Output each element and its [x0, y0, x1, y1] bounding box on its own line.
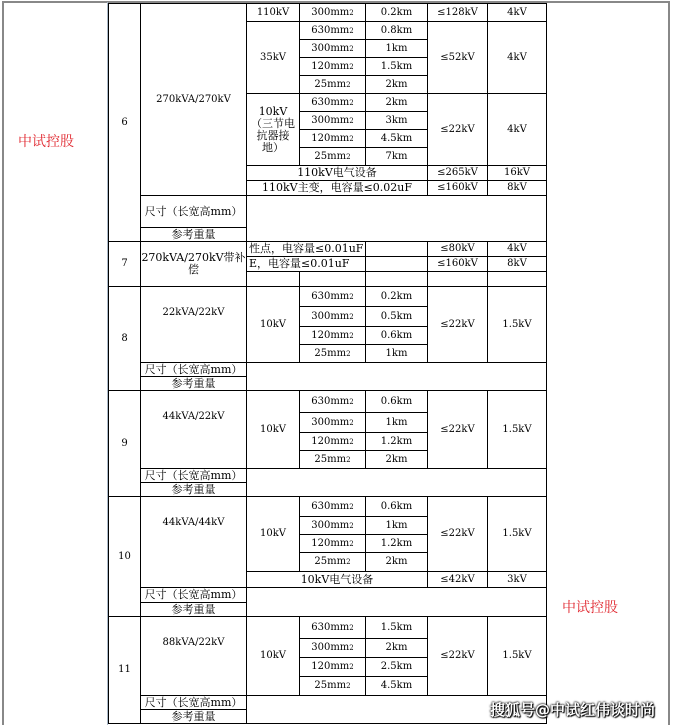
blank-cell	[246, 271, 300, 287]
size-weight-value	[246, 362, 547, 391]
size-label: 尺寸（长宽高mm）	[140, 362, 247, 377]
length-cell: 4.5km	[365, 676, 428, 696]
blank-cell	[299, 271, 366, 287]
cross-section-cell: 300mm 2	[299, 638, 366, 658]
length-cell: 1.5km	[365, 57, 428, 76]
voltage-cell: 35kV	[246, 21, 300, 94]
length-cell: 7km	[365, 147, 428, 166]
test-voltage-cell: ≤160kV	[427, 256, 488, 272]
equipment-desc-cell: 110kV主变，电容量≤0.02uF	[246, 180, 428, 196]
cross-section-cell: 630mm 2	[299, 93, 366, 112]
blank-cell	[427, 271, 488, 287]
cross-section-cell: 25mm 2	[299, 147, 366, 166]
voltage-cell: 10kV	[246, 616, 300, 696]
length-cell: 0.2km	[365, 286, 428, 307]
length-cell: 0.8km	[365, 21, 428, 40]
length-cell: 1km	[365, 344, 428, 363]
length-cell: 1km	[365, 516, 428, 535]
model-cell: 270kVA/270kV带补 偿	[140, 241, 247, 287]
test-voltage-cell: ≤42kV	[427, 571, 488, 588]
watermark-left: 中试控股	[18, 134, 74, 150]
row-number: 8	[108, 286, 141, 391]
length-cell: 2km	[365, 450, 428, 469]
length-cell: 2km	[365, 75, 428, 94]
blank-cell	[365, 271, 428, 287]
cross-section-cell: 300mm 2	[299, 3, 366, 22]
equipment-desc-cell: E，电容量≤0.01uF	[246, 256, 366, 272]
output-voltage-cell: 4kV	[487, 241, 547, 257]
cross-section-cell: 120mm 2	[299, 432, 366, 451]
row-number: 10	[108, 496, 141, 617]
row-number: 11	[108, 616, 141, 724]
test-voltage-cell: ≤22kV	[427, 390, 488, 469]
output-voltage-cell: 1.5kV	[487, 496, 547, 572]
test-voltage-cell: ≤128kV	[427, 3, 488, 22]
cross-section-cell: 25mm 2	[299, 450, 366, 469]
output-voltage-cell: 1.5kV	[487, 616, 547, 696]
length-cell: 2km	[365, 638, 428, 658]
model-cell: 88kVA/22kV	[140, 616, 247, 696]
length-cell: 0.6km	[365, 390, 428, 413]
size-label: 尺寸（长宽高mm）	[140, 195, 247, 228]
test-voltage-cell: ≤22kV	[427, 286, 488, 363]
watermark-right: 中试控股	[562, 600, 618, 616]
size-weight-value	[246, 587, 547, 617]
length-cell: 1.2km	[365, 534, 428, 553]
cross-section-cell: 120mm 2	[299, 326, 366, 345]
test-voltage-cell: ≤22kV	[427, 496, 488, 572]
length-cell: 1km	[365, 39, 428, 58]
test-voltage-cell: ≤80kV	[427, 241, 488, 257]
length-cell: 2km	[365, 93, 428, 112]
size-label: 尺寸（长宽高mm）	[140, 695, 247, 710]
output-voltage-cell: 4kV	[487, 93, 547, 166]
voltage-cell: 10kV	[246, 286, 300, 363]
weight-label: 参考重量	[140, 227, 247, 242]
cross-section-cell: 300mm 2	[299, 516, 366, 535]
length-cell: 0.2km	[365, 3, 428, 22]
output-voltage-cell: 1.5kV	[487, 286, 547, 363]
cross-section-cell: 630mm 2	[299, 286, 366, 307]
equipment-desc-cell: 10kV电气设备	[246, 571, 428, 588]
test-voltage-cell: ≤160kV	[427, 180, 488, 196]
cross-section-cell: 25mm 2	[299, 344, 366, 363]
weight-label: 参考重量	[140, 376, 247, 391]
row-number: 6	[108, 3, 141, 242]
length-cell: 0.6km	[365, 326, 428, 345]
voltage-cell: 10kV	[246, 496, 300, 572]
cross-section-cell: 300mm 2	[299, 111, 366, 130]
output-voltage-cell: 4kV	[487, 3, 547, 22]
weight-label: 参考重量	[140, 482, 247, 497]
output-voltage-cell: 3kV	[487, 571, 547, 588]
size-label: 尺寸（长宽高mm）	[140, 468, 247, 483]
length-cell: 0.5km	[365, 306, 428, 327]
equipment-desc-cell: 110kV电气设备	[246, 165, 428, 181]
weight-label: 参考重量	[140, 602, 247, 617]
cross-section-cell: 630mm 2	[299, 496, 366, 517]
cross-section-cell: 120mm 2	[299, 129, 366, 148]
length-cell: 2.5km	[365, 657, 428, 677]
cross-section-cell: 630mm 2	[299, 21, 366, 40]
cross-section-cell: 120mm 2	[299, 57, 366, 76]
output-voltage-cell: 4kV	[487, 21, 547, 94]
cross-section-cell: 25mm 2	[299, 552, 366, 572]
output-voltage-cell: 8kV	[487, 256, 547, 272]
cross-section-cell: 25mm 2	[299, 75, 366, 94]
length-cell: 3km	[365, 111, 428, 130]
cross-section-cell: 630mm 2	[299, 390, 366, 413]
output-voltage-cell: 8kV	[487, 180, 547, 196]
size-weight-value	[246, 468, 547, 497]
model-cell: 270kVA/270kV	[140, 3, 247, 196]
voltage-cell: 10kV	[246, 390, 300, 469]
watermark-footer: 搜狐号@中试红伟谈时尚	[490, 701, 656, 719]
row-number: 9	[108, 390, 141, 497]
voltage-cell: 110kV	[246, 3, 300, 22]
cross-section-cell: 120mm 2	[299, 657, 366, 677]
test-voltage-cell: ≤22kV	[427, 93, 488, 166]
cross-section-cell: 300mm 2	[299, 306, 366, 327]
blank-cell	[365, 241, 428, 257]
cross-section-cell: 25mm 2	[299, 676, 366, 696]
model-cell: 44kVA/22kV	[140, 390, 247, 469]
equipment-desc-cell: 性点，电容量≤0.01uF	[246, 241, 366, 257]
output-voltage-cell: 1.5kV	[487, 390, 547, 469]
length-cell: 1.5km	[365, 616, 428, 639]
size-weight-value	[246, 195, 547, 242]
test-voltage-cell: ≤22kV	[427, 616, 488, 696]
model-cell: 44kVA/44kV	[140, 496, 247, 588]
voltage-cell: 10kV （三节电 抗器接 地）	[246, 93, 300, 166]
size-label: 尺寸（长宽高mm）	[140, 587, 247, 603]
cross-section-cell: 120mm 2	[299, 534, 366, 553]
blank-cell	[365, 256, 428, 272]
test-voltage-cell: ≤265kV	[427, 165, 488, 181]
row-number: 7	[108, 241, 141, 287]
length-cell: 0.6km	[365, 496, 428, 517]
length-cell: 4.5km	[365, 129, 428, 148]
blank-cell	[487, 271, 547, 287]
length-cell: 2km	[365, 552, 428, 572]
output-voltage-cell: 16kV	[487, 165, 547, 181]
test-voltage-cell: ≤52kV	[427, 21, 488, 94]
cross-section-cell: 300mm 2	[299, 412, 366, 433]
length-cell: 1.2km	[365, 432, 428, 451]
weight-label: 参考重量	[140, 709, 247, 724]
cross-section-cell: 300mm 2	[299, 39, 366, 58]
model-cell: 22kVA/22kV	[140, 286, 247, 363]
cross-section-cell: 630mm 2	[299, 616, 366, 639]
length-cell: 1km	[365, 412, 428, 433]
